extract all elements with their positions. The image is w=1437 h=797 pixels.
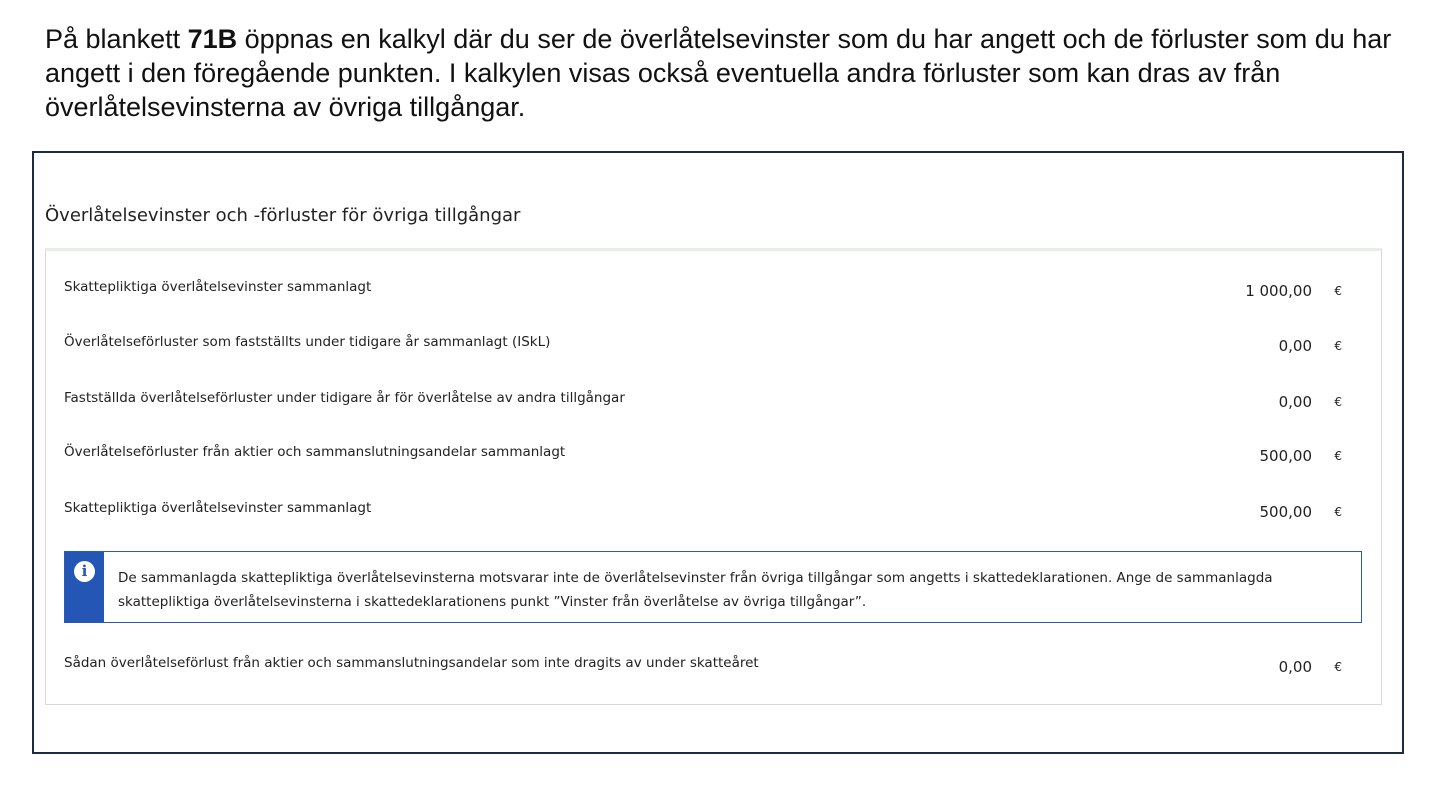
info-notice xyxy=(64,551,1362,623)
section-title: Överlåtelsevinster och -förluster för övriga tillgångar xyxy=(45,205,521,226)
calc-row-taxable-gains-net xyxy=(64,500,1364,524)
row-label: Sådan överlåtelseförlust från aktier och sammanslutningsandelar som inte dragits av under skatteåret xyxy=(64,655,759,671)
calculation-card xyxy=(45,248,1382,705)
screenshot-frame xyxy=(32,151,1404,754)
intro-prefix: På blankett xyxy=(45,24,188,54)
calc-row-confirmed-losses-iskl xyxy=(64,334,1364,358)
euro-unit: € xyxy=(1334,339,1342,353)
euro-unit: € xyxy=(1334,395,1342,409)
row-value: 0,00 xyxy=(1278,393,1312,411)
info-icon: i xyxy=(74,561,95,582)
calc-row-taxable-gains xyxy=(64,279,1364,303)
form-number: 71B xyxy=(187,24,238,54)
notice-text: De sammanlagda skattepliktiga överlåtelsevinsterna motsvarar inte de överlåtelsevinster från övriga tillgångar som angetts i skattedeklarationen. Ange de sammanlagda skattepliktiga överlåtelsevinsterna i skattedeklarationens punkt ”Vinster från överlåtelse av övriga tillgångar”. xyxy=(118,570,1273,610)
row-value: 500,00 xyxy=(1259,503,1312,521)
row-value: 1 000,00 xyxy=(1245,282,1312,300)
row-label: Överlåtelseförluster som fastställts under tidigare år sammanlagt (ISkL) xyxy=(64,334,551,350)
row-label: Fastställda överlåtelseförluster under tidigare år för överlåtelse av andra tillgångar xyxy=(64,390,625,406)
row-value: 500,00 xyxy=(1259,447,1312,465)
row-label: Skattepliktiga överlåtelsevinster sammanlagt xyxy=(64,500,372,516)
euro-unit: € xyxy=(1334,505,1342,519)
row-value: 0,00 xyxy=(1278,658,1312,676)
intro-suffix: öppnas en kalkyl där du ser de överlåtelsevinster som du har angett och de förluster som du har angett i den föregående punkten. I kalkylen visas också eventuella andra förluster som kan dras av från överlåtelsevinsterna av övriga tillgångar. xyxy=(45,24,1392,122)
calc-row-undeducted-share-loss xyxy=(64,655,1364,679)
row-label: Skattepliktiga överlåtelsevinster sammanlagt xyxy=(64,279,372,295)
row-value: 0,00 xyxy=(1278,337,1312,355)
intro-paragraph xyxy=(45,22,1405,124)
euro-unit: € xyxy=(1334,449,1342,463)
notice-accent-bar xyxy=(65,552,104,622)
euro-unit: € xyxy=(1334,284,1342,298)
row-label: Överlåtelseförluster från aktier och sammanslutningsandelar sammanlagt xyxy=(64,444,566,460)
calc-row-share-losses xyxy=(64,444,1364,468)
calc-row-confirmed-losses-other-assets xyxy=(64,390,1364,414)
euro-unit: € xyxy=(1334,660,1342,674)
